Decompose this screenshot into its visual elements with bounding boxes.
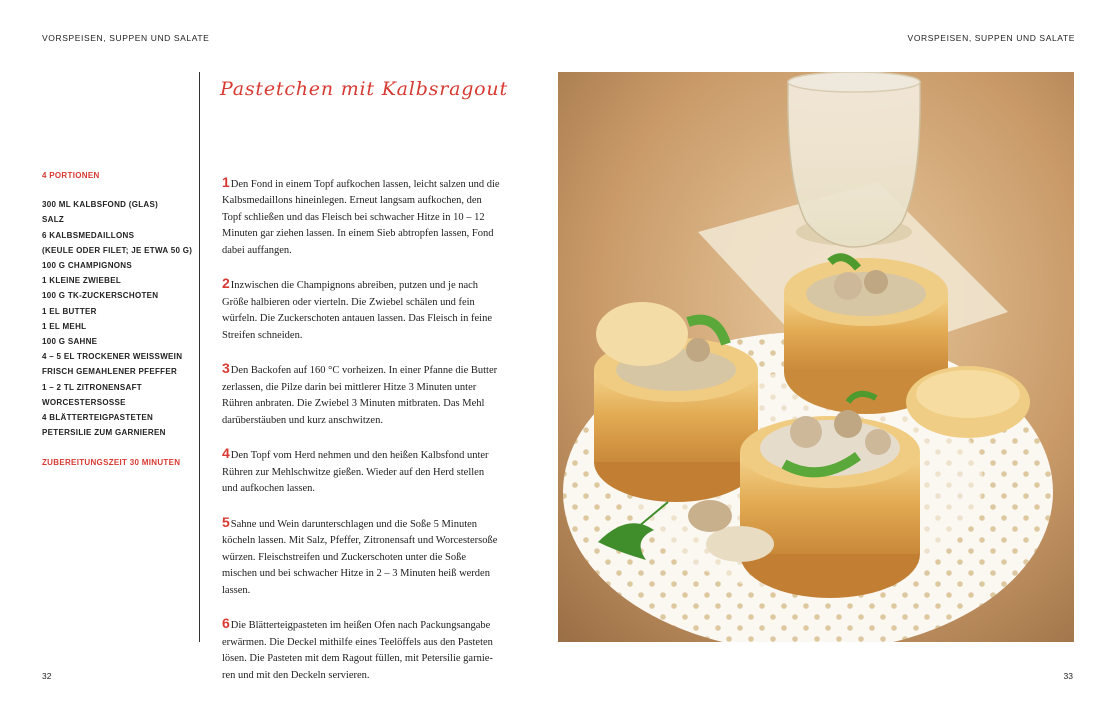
- ingredient-item: 6 KALBSMEDAILLONS: [42, 230, 135, 240]
- step-4: [222, 445, 500, 498]
- running-head-right: VORSPEISEN, SUPPEN UND SALATE: [907, 33, 1075, 43]
- step-text: Die Blätterteigpasteten im heißen Ofen nach Packungsangabe erwärmen. Die Deckel mithilfe eines Teelöffels aus den Pasteten lösen. Die Pasteten mit dem Ragout füllen, mit Petersilie garnieren und mit den Deckeln servieren.: [222, 620, 493, 681]
- step-number: 1: [222, 173, 230, 190]
- step-text: Den Topf vom Herd nehmen und den heißen Kalbsfond unter Rühren zur Mehlschwitze gießen. Wieder auf den Herd stellen und aufkochen lassen.: [222, 450, 489, 494]
- ingredients-sidebar: [42, 168, 192, 471]
- step-text: Sahne und Wein darunterschlagen und die Soße 5 Minuten köcheln lassen. Mit Salz, Pfeffer, Zitronensaft und Worcestersoße würzen. Fleischstreifen und Zuckerschoten unter die Soße mischen und bei schwacher Hitze in 2 – 3 Minuten heiß werden lassen.: [222, 518, 498, 596]
- step-1: [222, 174, 500, 260]
- ingredient-item: 4 – 5 EL TROCKENER WEISSWEIN: [42, 352, 183, 362]
- recipe-title: Pastetchen mit Kalbsragout: [220, 78, 508, 100]
- step-text: Den Backofen auf 160 °C vorheizen. In einer Pfanne die Butter zerlassen, die Pilze darin bei mittlerer Hitze 3 Minuten unter Rühren anbraten. Die Zwiebel 3 Minuten mitbraten. Das Mehl darüberstäuben und kurz anschwitzen.: [222, 365, 498, 426]
- step-6: [222, 615, 500, 684]
- step-5: [222, 514, 500, 600]
- step-number: 5: [222, 513, 230, 530]
- ingredient-item: SALZ: [42, 215, 65, 225]
- step-3: [222, 360, 500, 429]
- ingredient-item: (KEULE ODER FILET; JE ETWA 50 G): [42, 245, 193, 255]
- running-head-left: VORSPEISEN, SUPPEN UND SALATE: [42, 33, 210, 43]
- ingredient-item: 100 G SAHNE: [42, 337, 98, 347]
- step-text: Den Fond in einem Topf aufkochen lassen, leicht salzen und die Kalbsmedaillons hineinlegen. Erneut langsam aufkochen, den Topf schließen und das Fleisch bei schwacher Hitze in 10 – 12 Minuten gar ziehen lassen. In einem Sieb abtropfen lassen, Fond dabei auffangen.: [222, 178, 500, 256]
- page-number-left: 32: [42, 671, 52, 681]
- step-number: 3: [222, 360, 230, 376]
- ingredient-item: 1 EL BUTTER: [42, 306, 97, 316]
- page-number-right: 33: [1063, 671, 1073, 681]
- step-number: 4: [222, 445, 230, 461]
- step-number: 6: [222, 615, 230, 631]
- ingredient-item: 100 G CHAMPIGNONS: [42, 261, 133, 271]
- step-2: [222, 275, 500, 344]
- ingredient-item: 1 EL MEHL: [42, 321, 87, 331]
- ingredient-item: PETERSILIE ZUM GARNIEREN: [42, 428, 166, 438]
- ingredient-item: FRISCH GEMAHLENER PFEFFER: [42, 367, 178, 377]
- ingredients-list: [42, 197, 192, 440]
- prep-time-label: ZUBEREITUNGSZEIT 30 MINUTEN: [42, 458, 181, 468]
- column-divider: [199, 72, 200, 642]
- portions-label: 4 PORTIONEN: [42, 171, 100, 180]
- ingredient-item: WORCESTERSOSSE: [42, 397, 126, 407]
- preparation-steps: [222, 163, 500, 700]
- ingredient-item: 100 G TK-ZUCKERSCHOTEN: [42, 291, 159, 301]
- ingredient-item: 1 KLEINE ZWIEBEL: [42, 276, 122, 286]
- step-text: Inzwischen die Champignons abreiben, putzen und je nach Größe halbieren oder vierteln. Die Zwiebel schälen und fein würfeln. Die Zuckerschoten antauen lassen. Das Fleisch in feine Streifen schneiden.: [222, 280, 492, 341]
- ingredient-item: 300 ML KALBSFOND (GLAS): [42, 200, 159, 210]
- ingredient-item: 1 – 2 TL ZITRONENSAFT: [42, 382, 142, 392]
- step-number: 2: [222, 275, 230, 291]
- ingredient-item: 4 BLÄTTERTEIGPASTETEN: [42, 413, 154, 423]
- dish-photo: [558, 72, 1074, 642]
